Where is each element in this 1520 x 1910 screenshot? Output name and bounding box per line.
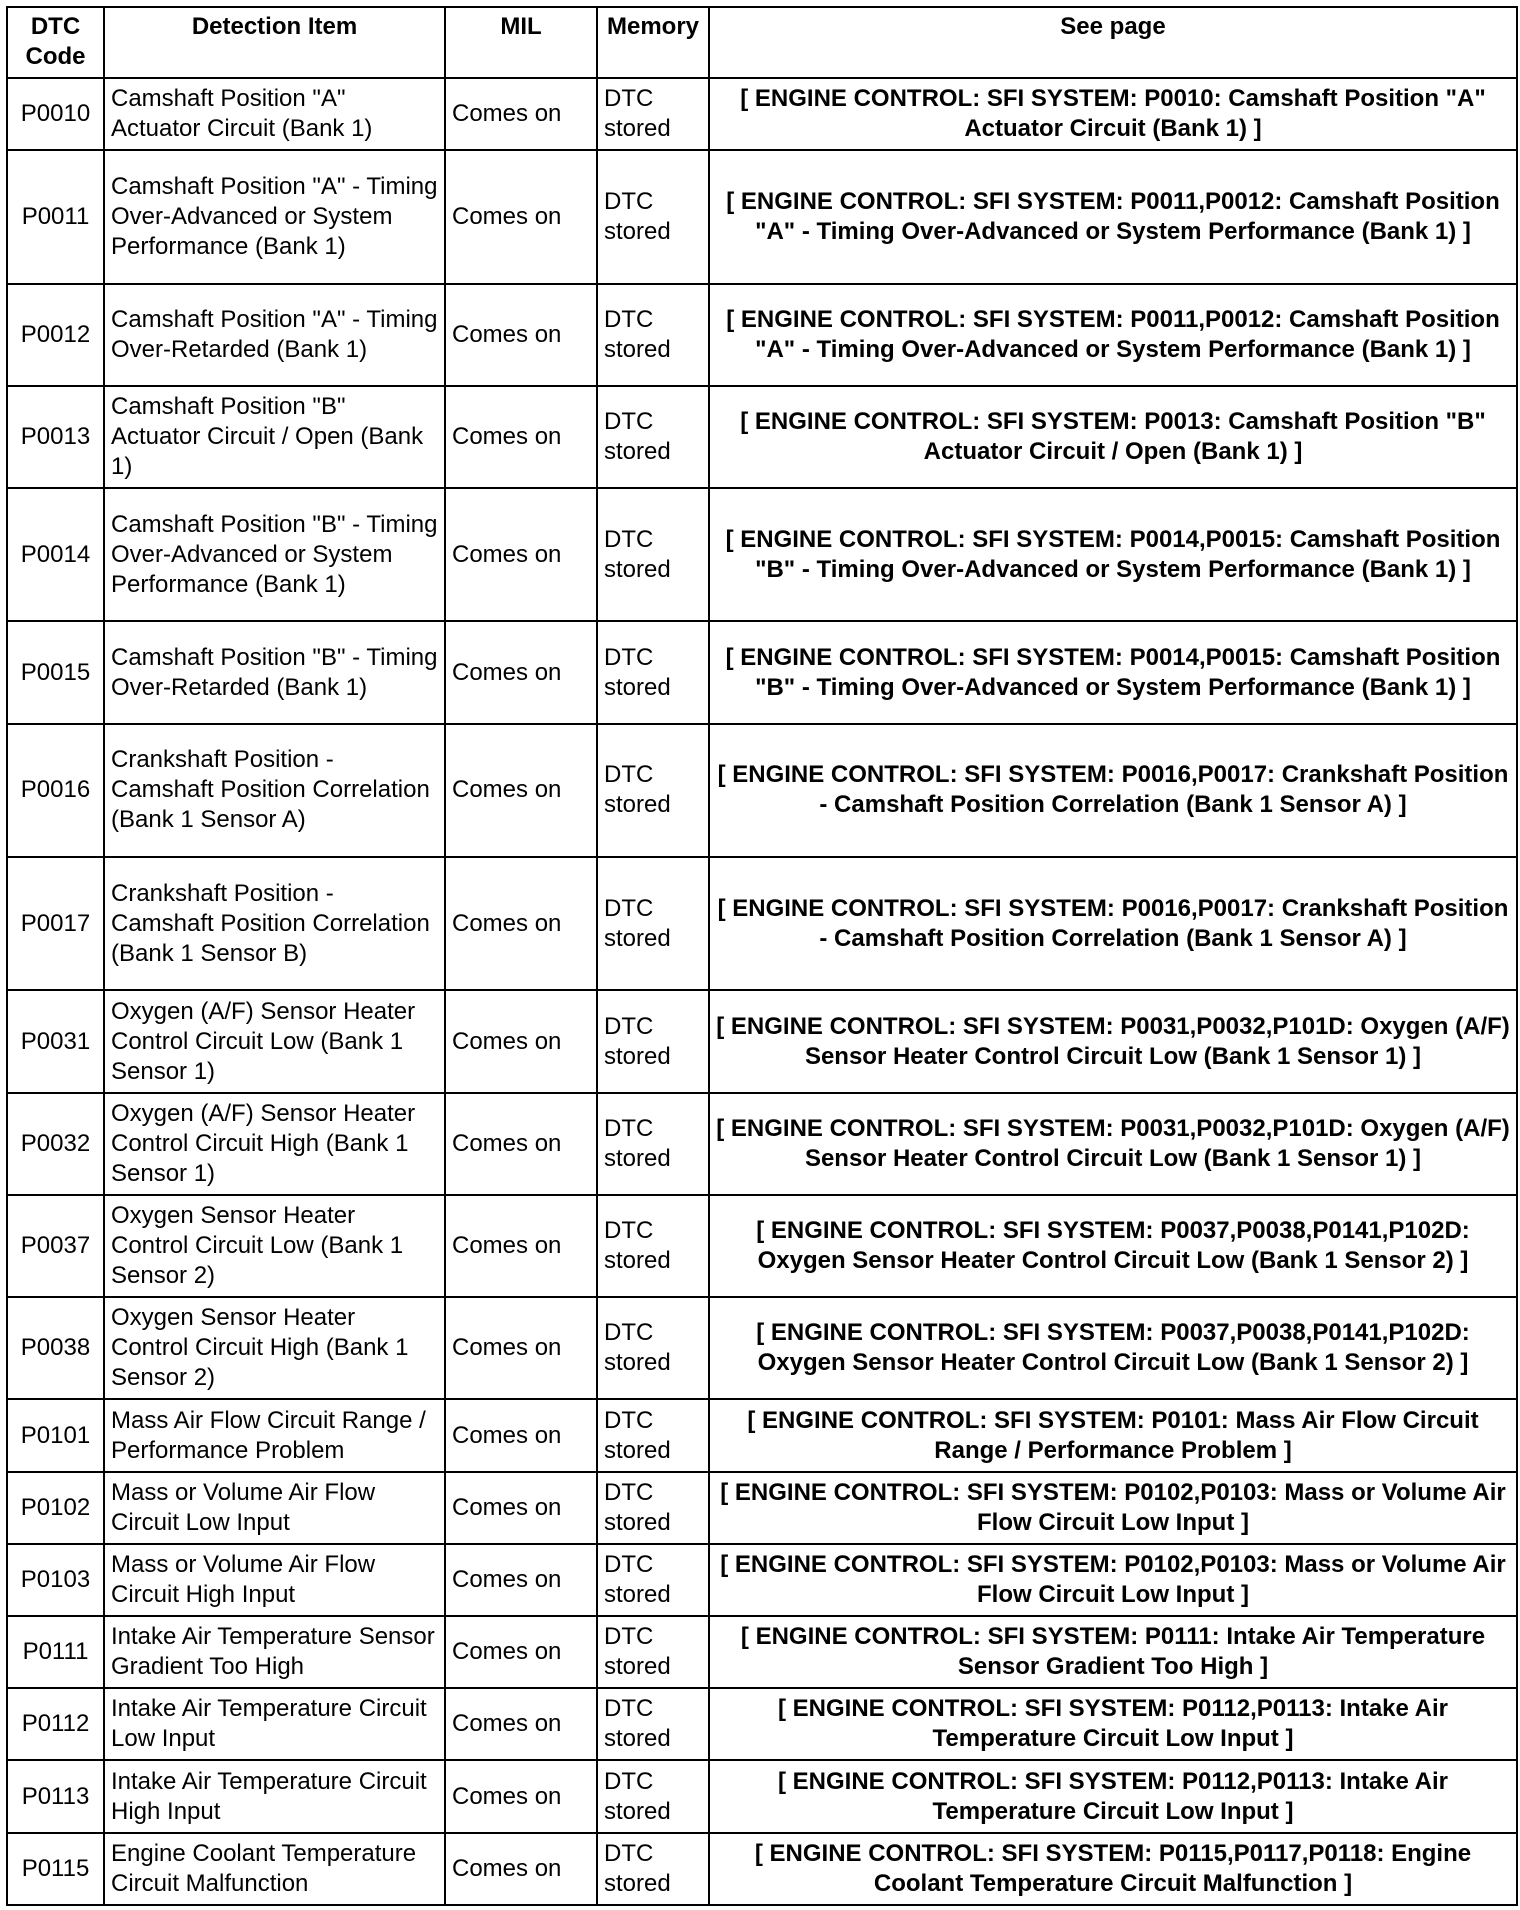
- dtc-code-cell: P0037: [7, 1195, 104, 1297]
- dtc-code-cell: P0031: [7, 990, 104, 1092]
- dtc-code-cell: P0111: [7, 1616, 104, 1688]
- dtc-code-cell: P0115: [7, 1833, 104, 1905]
- memory-cell: DTC stored: [597, 1616, 709, 1688]
- mil-cell: Comes on: [445, 724, 597, 857]
- table-row: [7, 1760, 1517, 1832]
- memory-cell: DTC stored: [597, 284, 709, 386]
- detection-item-cell: Crankshaft Position - Camshaft Position Correlation (Bank 1 Sensor B): [104, 857, 445, 990]
- memory-cell: DTC stored: [597, 1093, 709, 1195]
- mil-cell: Comes on: [445, 1472, 597, 1544]
- header-see-page: See page: [709, 7, 1517, 78]
- dtc-code-cell: P0032: [7, 1093, 104, 1195]
- memory-cell: DTC stored: [597, 78, 709, 150]
- detection-item-cell: Mass or Volume Air Flow Circuit High Input: [104, 1544, 445, 1616]
- dtc-code-cell: P0112: [7, 1688, 104, 1760]
- dtc-code-cell: P0013: [7, 386, 104, 488]
- table-row: [7, 724, 1517, 857]
- table-row: [7, 386, 1517, 488]
- table-row: [7, 284, 1517, 386]
- see-page-link[interactable]: [ ENGINE CONTROL: SFI SYSTEM: P0111: Intake Air Temperature Sensor Gradient Too High ]: [709, 1616, 1517, 1688]
- detection-item-cell: Intake Air Temperature Circuit Low Input: [104, 1688, 445, 1760]
- memory-cell: DTC stored: [597, 990, 709, 1092]
- memory-cell: DTC stored: [597, 621, 709, 723]
- mil-cell: Comes on: [445, 284, 597, 386]
- detection-item-cell: Camshaft Position "A" Actuator Circuit (Bank 1): [104, 78, 445, 150]
- mil-cell: Comes on: [445, 621, 597, 723]
- table-row: [7, 857, 1517, 990]
- see-page-link[interactable]: [ ENGINE CONTROL: SFI SYSTEM: P0101: Mass Air Flow Circuit Range / Performance Problem ]: [709, 1399, 1517, 1471]
- memory-cell: DTC stored: [597, 1195, 709, 1297]
- detection-item-cell: Engine Coolant Temperature Circuit Malfunction: [104, 1833, 445, 1905]
- mil-cell: Comes on: [445, 78, 597, 150]
- dtc-code-cell: P0113: [7, 1760, 104, 1832]
- detection-item-cell: Intake Air Temperature Circuit High Input: [104, 1760, 445, 1832]
- table-row: [7, 1833, 1517, 1905]
- mil-cell: Comes on: [445, 1616, 597, 1688]
- dtc-code-cell: P0101: [7, 1399, 104, 1471]
- see-page-link[interactable]: [ ENGINE CONTROL: SFI SYSTEM: P0037,P0038,P0141,P102D: Oxygen Sensor Heater Control Circuit Low (Bank 1 Sensor 2) ]: [709, 1195, 1517, 1297]
- see-page-link[interactable]: [ ENGINE CONTROL: SFI SYSTEM: P0016,P0017: Crankshaft Position - Camshaft Position Correlation (Bank 1 Sensor A) ]: [709, 857, 1517, 990]
- header-mil: MIL: [445, 7, 597, 78]
- see-page-link[interactable]: [ ENGINE CONTROL: SFI SYSTEM: P0037,P0038,P0141,P102D: Oxygen Sensor Heater Control Circuit Low (Bank 1 Sensor 2) ]: [709, 1297, 1517, 1399]
- header-row: [7, 7, 1517, 78]
- memory-cell: DTC stored: [597, 150, 709, 283]
- see-page-link[interactable]: [ ENGINE CONTROL: SFI SYSTEM: P0115,P0117,P0118: Engine Coolant Temperature Circuit Malfunction ]: [709, 1833, 1517, 1905]
- dtc-code-cell: P0103: [7, 1544, 104, 1616]
- memory-cell: DTC stored: [597, 1297, 709, 1399]
- dtc-code-cell: P0017: [7, 857, 104, 990]
- mil-cell: Comes on: [445, 1833, 597, 1905]
- memory-cell: DTC stored: [597, 1472, 709, 1544]
- detection-item-cell: Camshaft Position "A" - Timing Over-Retarded (Bank 1): [104, 284, 445, 386]
- table-row: [7, 1472, 1517, 1544]
- table-row: [7, 78, 1517, 150]
- dtc-code-cell: P0014: [7, 488, 104, 621]
- detection-item-cell: Intake Air Temperature Sensor Gradient Too High: [104, 1616, 445, 1688]
- see-page-link[interactable]: [ ENGINE CONTROL: SFI SYSTEM: P0102,P0103: Mass or Volume Air Flow Circuit Low Input ]: [709, 1472, 1517, 1544]
- dtc-code-cell: P0015: [7, 621, 104, 723]
- see-page-link[interactable]: [ ENGINE CONTROL: SFI SYSTEM: P0112,P0113: Intake Air Temperature Circuit Low Input ]: [709, 1760, 1517, 1832]
- dtc-code-cell: P0038: [7, 1297, 104, 1399]
- memory-cell: DTC stored: [597, 1760, 709, 1832]
- mil-cell: Comes on: [445, 386, 597, 488]
- table-row: [7, 150, 1517, 283]
- mil-cell: Comes on: [445, 1195, 597, 1297]
- memory-cell: DTC stored: [597, 1399, 709, 1471]
- mil-cell: Comes on: [445, 990, 597, 1092]
- detection-item-cell: Camshaft Position "B" - Timing Over-Retarded (Bank 1): [104, 621, 445, 723]
- see-page-link[interactable]: [ ENGINE CONTROL: SFI SYSTEM: P0031,P0032,P101D: Oxygen (A/F) Sensor Heater Control Circuit Low (Bank 1 Sensor 1) ]: [709, 1093, 1517, 1195]
- table-row: [7, 1616, 1517, 1688]
- detection-item-cell: Camshaft Position "B" - Timing Over-Advanced or System Performance (Bank 1): [104, 488, 445, 621]
- mil-cell: Comes on: [445, 1688, 597, 1760]
- detection-item-cell: Oxygen Sensor Heater Control Circuit Low (Bank 1 Sensor 2): [104, 1195, 445, 1297]
- mil-cell: Comes on: [445, 488, 597, 621]
- memory-cell: DTC stored: [597, 857, 709, 990]
- see-page-link[interactable]: [ ENGINE CONTROL: SFI SYSTEM: P0014,P0015: Camshaft Position "B" - Timing Over-Advanced or System Performance (Bank 1) ]: [709, 621, 1517, 723]
- memory-cell: DTC stored: [597, 1688, 709, 1760]
- see-page-link[interactable]: [ ENGINE CONTROL: SFI SYSTEM: P0014,P0015: Camshaft Position "B" - Timing Over-Advanced or System Performance (Bank 1) ]: [709, 488, 1517, 621]
- detection-item-cell: Camshaft Position "A" - Timing Over-Advanced or System Performance (Bank 1): [104, 150, 445, 283]
- see-page-link[interactable]: [ ENGINE CONTROL: SFI SYSTEM: P0011,P0012: Camshaft Position "A" - Timing Over-Advanced or System Performance (Bank 1) ]: [709, 284, 1517, 386]
- table-row: [7, 990, 1517, 1092]
- memory-cell: DTC stored: [597, 1833, 709, 1905]
- table-row: [7, 1688, 1517, 1760]
- mil-cell: Comes on: [445, 150, 597, 283]
- mil-cell: Comes on: [445, 857, 597, 990]
- memory-cell: DTC stored: [597, 724, 709, 857]
- mil-cell: Comes on: [445, 1760, 597, 1832]
- see-page-link[interactable]: [ ENGINE CONTROL: SFI SYSTEM: P0013: Camshaft Position "B" Actuator Circuit / Open (Bank 1) ]: [709, 386, 1517, 488]
- header-dtc-code: DTC Code: [7, 7, 104, 78]
- see-page-link[interactable]: [ ENGINE CONTROL: SFI SYSTEM: P0112,P0113: Intake Air Temperature Circuit Low Input ]: [709, 1688, 1517, 1760]
- table-row: [7, 1297, 1517, 1399]
- dtc-table-header: [7, 7, 1517, 78]
- detection-item-cell: Crankshaft Position - Camshaft Position Correlation (Bank 1 Sensor A): [104, 724, 445, 857]
- dtc-code-cell: P0010: [7, 78, 104, 150]
- mil-cell: Comes on: [445, 1544, 597, 1616]
- see-page-link[interactable]: [ ENGINE CONTROL: SFI SYSTEM: P0011,P0012: Camshaft Position "A" - Timing Over-Advanced or System Performance (Bank 1) ]: [709, 150, 1517, 283]
- see-page-link[interactable]: [ ENGINE CONTROL: SFI SYSTEM: P0016,P0017: Crankshaft Position - Camshaft Position Correlation (Bank 1 Sensor A) ]: [709, 724, 1517, 857]
- detection-item-cell: Camshaft Position "B" Actuator Circuit / Open (Bank 1): [104, 386, 445, 488]
- dtc-code-cell: P0102: [7, 1472, 104, 1544]
- dtc-table: [6, 6, 1518, 1906]
- header-memory: Memory: [597, 7, 709, 78]
- memory-cell: DTC stored: [597, 1544, 709, 1616]
- table-row: [7, 1093, 1517, 1195]
- detection-item-cell: Oxygen (A/F) Sensor Heater Control Circuit High (Bank 1 Sensor 1): [104, 1093, 445, 1195]
- memory-cell: DTC stored: [597, 386, 709, 488]
- detection-item-cell: Mass or Volume Air Flow Circuit Low Input: [104, 1472, 445, 1544]
- dtc-code-cell: P0016: [7, 724, 104, 857]
- dtc-table-body: [7, 78, 1517, 1905]
- memory-cell: DTC stored: [597, 488, 709, 621]
- detection-item-cell: Mass Air Flow Circuit Range / Performance Problem: [104, 1399, 445, 1471]
- table-row: [7, 1195, 1517, 1297]
- header-detection-item: Detection Item: [104, 7, 445, 78]
- dtc-code-cell: P0011: [7, 150, 104, 283]
- dtc-table-sheet: [6, 6, 1516, 1906]
- table-row: [7, 488, 1517, 621]
- dtc-code-cell: P0012: [7, 284, 104, 386]
- see-page-link[interactable]: [ ENGINE CONTROL: SFI SYSTEM: P0031,P0032,P101D: Oxygen (A/F) Sensor Heater Control Circuit Low (Bank 1 Sensor 1) ]: [709, 990, 1517, 1092]
- detection-item-cell: Oxygen (A/F) Sensor Heater Control Circuit Low (Bank 1 Sensor 1): [104, 990, 445, 1092]
- mil-cell: Comes on: [445, 1399, 597, 1471]
- mil-cell: Comes on: [445, 1297, 597, 1399]
- detection-item-cell: Oxygen Sensor Heater Control Circuit High (Bank 1 Sensor 2): [104, 1297, 445, 1399]
- see-page-link[interactable]: [ ENGINE CONTROL: SFI SYSTEM: P0010: Camshaft Position "A" Actuator Circuit (Bank 1) ]: [709, 78, 1517, 150]
- table-row: [7, 621, 1517, 723]
- table-row: [7, 1399, 1517, 1471]
- table-row: [7, 1544, 1517, 1616]
- see-page-link[interactable]: [ ENGINE CONTROL: SFI SYSTEM: P0102,P0103: Mass or Volume Air Flow Circuit Low Input ]: [709, 1544, 1517, 1616]
- mil-cell: Comes on: [445, 1093, 597, 1195]
